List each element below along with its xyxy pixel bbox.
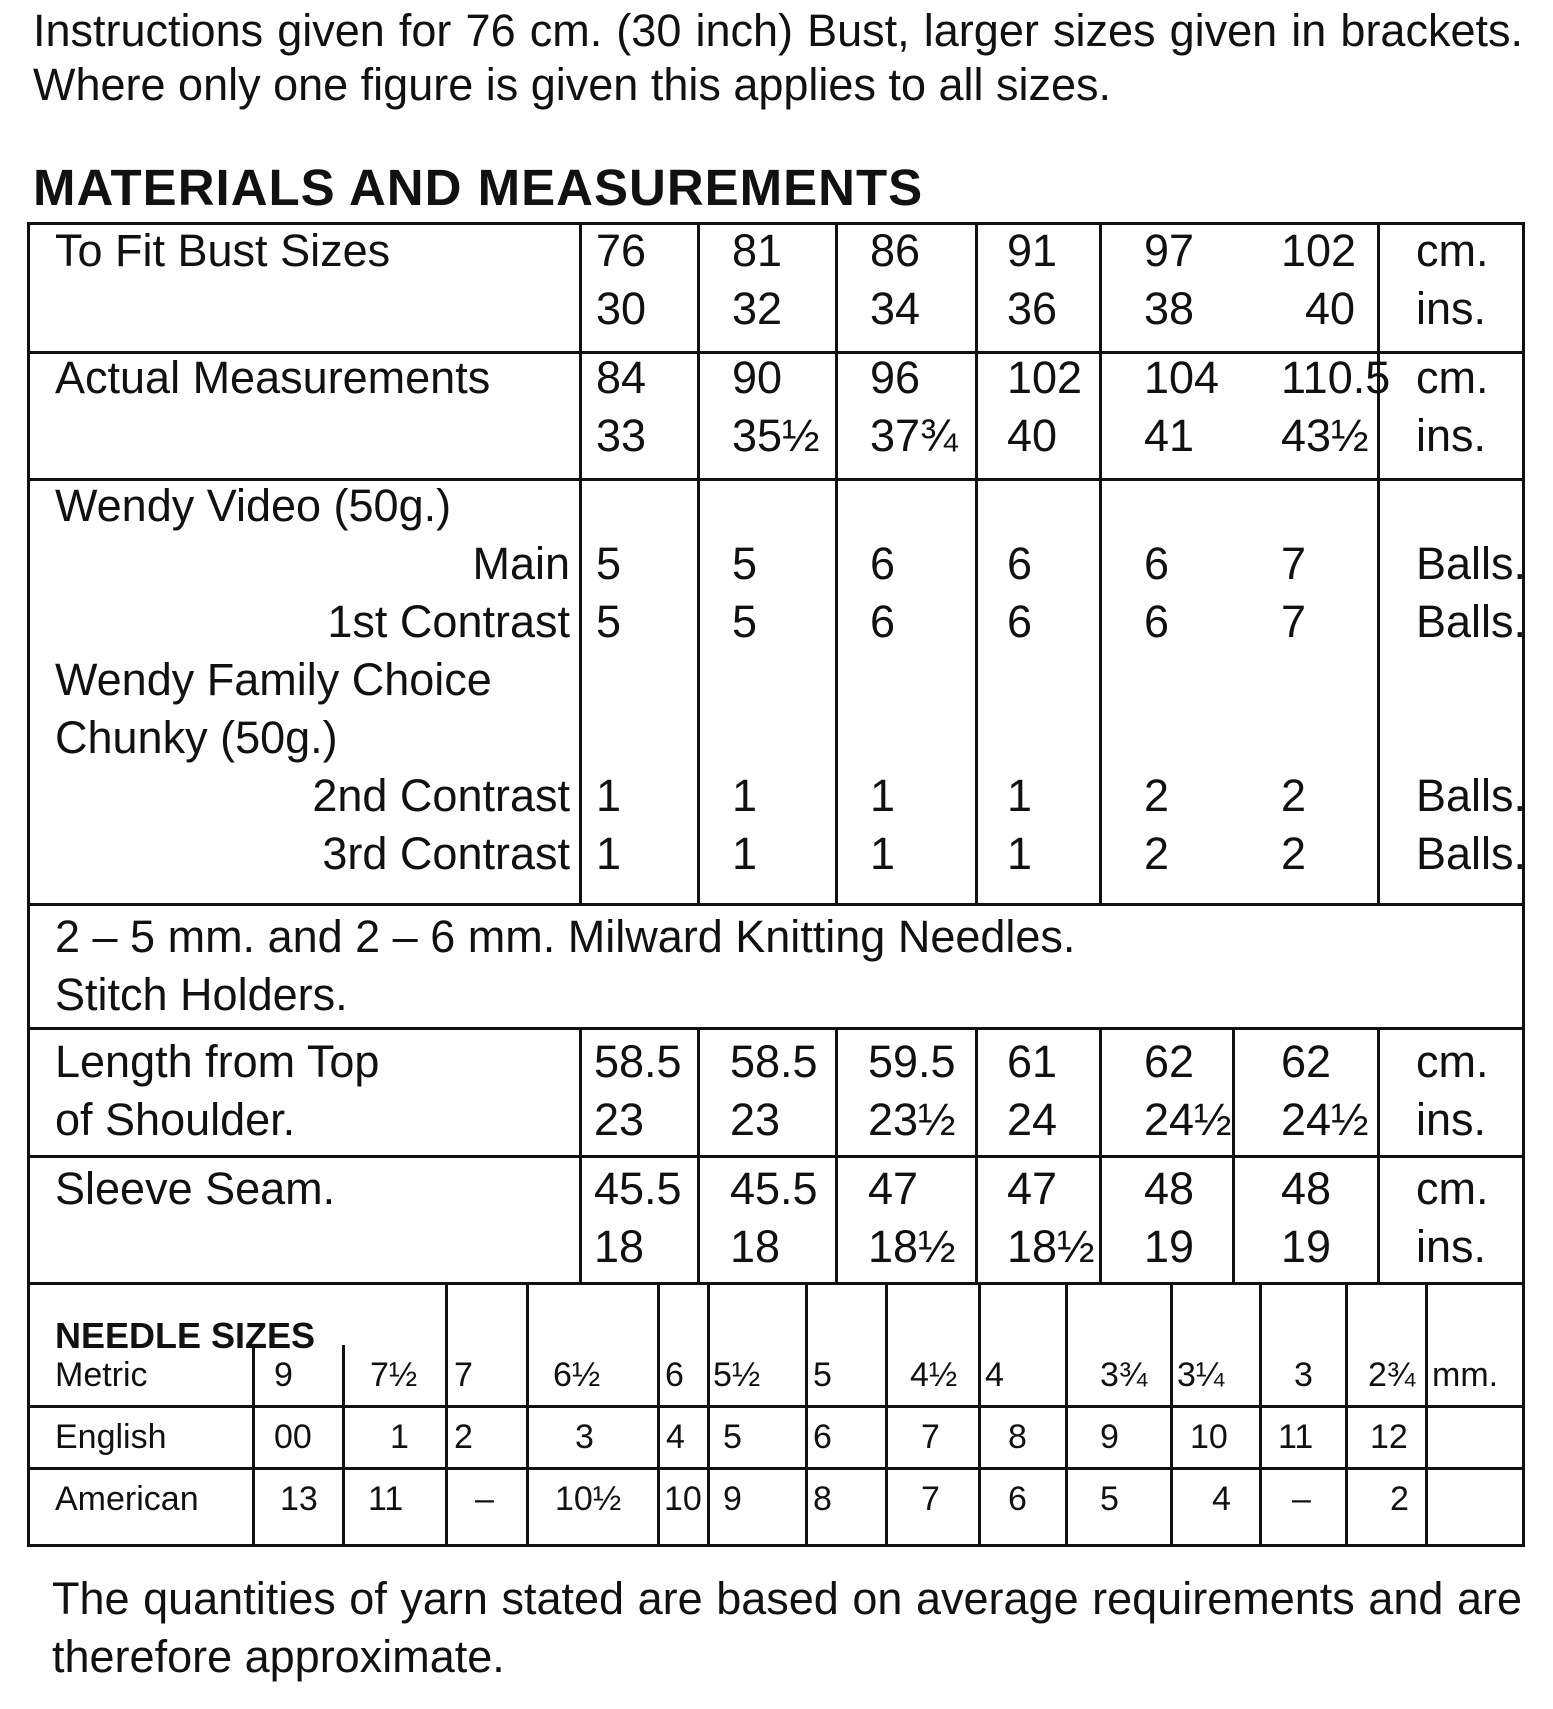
- row-divider: [30, 903, 1522, 906]
- american-value: 2: [1390, 1480, 1409, 1518]
- yarn-c3-2: 1: [732, 828, 758, 879]
- metric-unit: mm.: [1432, 1356, 1499, 1394]
- metric-value: 4½: [910, 1356, 958, 1394]
- english-value: 5: [723, 1418, 742, 1456]
- english-value: 9: [1100, 1418, 1119, 1456]
- english-value: 4: [666, 1418, 685, 1456]
- metric-value: 5: [813, 1356, 832, 1394]
- english-value: 3: [575, 1418, 594, 1456]
- row-divider: [30, 1027, 1522, 1030]
- yarn-c2-5: 2: [1144, 770, 1170, 821]
- sleeve-unit-ins: ins.: [1416, 1221, 1487, 1272]
- english-value: 2: [454, 1418, 473, 1456]
- sleeve-cm-2: 45.5: [730, 1163, 818, 1214]
- yarn-main-4: 6: [1007, 538, 1033, 589]
- english-value: 6: [813, 1418, 832, 1456]
- actual-cm-3: 96: [870, 352, 921, 403]
- sleeve-ins-6: 19: [1281, 1221, 1332, 1272]
- actual-cm-2: 90: [732, 352, 783, 403]
- english-label: English: [55, 1418, 167, 1456]
- col-divider: [579, 225, 582, 903]
- needle-col-divider: [1259, 1282, 1262, 1544]
- needles-line-1: 2 – 5 mm. and 2 – 6 mm. Milward Knitting Needles.: [55, 911, 1076, 962]
- length-unit-cm: cm.: [1416, 1036, 1489, 1087]
- length-cm-4: 61: [1007, 1036, 1058, 1087]
- yarn-c3-3: 1: [870, 828, 896, 879]
- yarn-c3-1: 1: [596, 828, 622, 879]
- american-value: 6: [1008, 1480, 1027, 1518]
- length-label-1: Length from Top: [55, 1036, 380, 1087]
- length-ins-6: 24½: [1281, 1094, 1369, 1145]
- yarn-c1-2: 5: [732, 596, 758, 647]
- american-value: 4: [1212, 1480, 1231, 1518]
- sleeve-label: Sleeve Seam.: [55, 1163, 336, 1214]
- metric-value: 3¼: [1177, 1356, 1225, 1394]
- bust-unit-cm: cm.: [1416, 225, 1489, 276]
- section-heading: MATERIALS AND MEASUREMENTS: [33, 159, 924, 216]
- yarn-c2-2: 1: [732, 770, 758, 821]
- english-value: 12: [1370, 1418, 1408, 1456]
- row-divider: [30, 1155, 1522, 1158]
- needle-col-divider: [707, 1282, 710, 1544]
- yarn-c2-1: 1: [596, 770, 622, 821]
- american-value: –: [1292, 1480, 1311, 1518]
- bust-cm-4: 91: [1007, 225, 1058, 276]
- yarn-c3-4: 1: [1007, 828, 1033, 879]
- yarn-chunky-label-1: Wendy Family Choice: [55, 654, 492, 705]
- sleeve-cm-4: 47: [1007, 1163, 1058, 1214]
- metric-value: 9: [274, 1356, 293, 1394]
- needles-line-2: Stitch Holders.: [55, 969, 348, 1020]
- needle-col-divider: [1065, 1282, 1068, 1544]
- metric-value: 5½: [713, 1356, 761, 1394]
- metric-value: 3: [1294, 1356, 1313, 1394]
- yarn-chunky-label-2: Chunky (50g.): [55, 712, 338, 763]
- yarn-c2-3: 1: [870, 770, 896, 821]
- actual-unit-cm: cm.: [1416, 352, 1489, 403]
- col-divider: [1099, 225, 1102, 903]
- sleeve-cm-5: 48: [1144, 1163, 1195, 1214]
- american-value: 10½: [555, 1480, 622, 1518]
- american-value: –: [475, 1480, 494, 1518]
- footer-note: The quantities of yarn stated are based on average requirements and are therefore approximate.: [52, 1573, 1522, 1682]
- sleeve-ins-4: 18½: [1007, 1221, 1095, 1272]
- actual-cm-4: 102: [1007, 352, 1083, 403]
- col-divider: [975, 225, 978, 903]
- bust-unit-ins: ins.: [1416, 283, 1487, 334]
- col-divider: [835, 1027, 838, 1282]
- yarn-c2-unit: Balls.: [1416, 770, 1527, 821]
- yarn-main-3: 6: [870, 538, 896, 589]
- sleeve-ins-5: 19: [1144, 1221, 1195, 1272]
- length-label-2: of Shoulder.: [55, 1094, 296, 1145]
- materials-table: [27, 222, 1525, 1547]
- bust-ins-6: 40: [1305, 283, 1356, 334]
- length-ins-2: 23: [730, 1094, 781, 1145]
- bust-cm-1: 76: [596, 225, 647, 276]
- yarn-c2-label: 2nd Contrast: [312, 770, 570, 821]
- actual-ins-5: 41: [1144, 410, 1195, 461]
- col-divider: [579, 1027, 582, 1282]
- col-divider: [697, 1027, 700, 1282]
- yarn-c1-4: 6: [1007, 596, 1033, 647]
- yarn-video-label: Wendy Video (50g.): [55, 480, 452, 531]
- length-unit-ins: ins.: [1416, 1094, 1487, 1145]
- bust-ins-3: 34: [870, 283, 921, 334]
- length-ins-4: 24: [1007, 1094, 1058, 1145]
- needle-col-divider: [978, 1282, 981, 1544]
- yarn-c1-unit: Balls.: [1416, 596, 1527, 647]
- metric-value: 2¾: [1368, 1356, 1416, 1394]
- english-value: 10: [1190, 1418, 1228, 1456]
- yarn-c1-1: 5: [596, 596, 622, 647]
- yarn-c3-unit: Balls.: [1416, 828, 1527, 879]
- metric-value: 7½: [370, 1356, 418, 1394]
- yarn-main-2: 5: [732, 538, 758, 589]
- col-divider: [697, 225, 700, 903]
- col-divider: [975, 1027, 978, 1282]
- sleeve-unit-cm: cm.: [1416, 1163, 1489, 1214]
- length-ins-1: 23: [594, 1094, 645, 1145]
- sleeve-cm-6: 48: [1281, 1163, 1332, 1214]
- row-divider: [30, 1282, 1522, 1285]
- actual-ins-2: 35½: [732, 410, 820, 461]
- american-value: 9: [723, 1480, 742, 1518]
- sleeve-cm-1: 45.5: [594, 1163, 682, 1214]
- english-value: 00: [274, 1418, 312, 1456]
- yarn-c3-5: 2: [1144, 828, 1170, 879]
- bust-ins-2: 32: [732, 283, 783, 334]
- yarn-c3-label: 3rd Contrast: [322, 828, 570, 879]
- yarn-c3-6: 2: [1281, 828, 1307, 879]
- american-value: 10: [664, 1480, 702, 1518]
- actual-cm-5: 104: [1144, 352, 1220, 403]
- american-value: 5: [1100, 1480, 1119, 1518]
- bust-cm-5: 97: [1144, 225, 1195, 276]
- american-label: American: [55, 1480, 199, 1518]
- yarn-main-6: 7: [1281, 538, 1307, 589]
- length-cm-5: 62: [1144, 1036, 1195, 1087]
- metric-value: 4: [985, 1356, 1004, 1394]
- col-divider: [1377, 1027, 1380, 1282]
- actual-unit-ins: ins.: [1416, 410, 1487, 461]
- bust-cm-6: 102: [1281, 225, 1357, 276]
- length-ins-5: 24½: [1144, 1094, 1232, 1145]
- english-value: 1: [390, 1418, 409, 1456]
- needle-col-divider: [1170, 1282, 1173, 1544]
- metric-value: 6: [665, 1356, 684, 1394]
- bust-ins-1: 30: [596, 283, 647, 334]
- sleeve-cm-3: 47: [868, 1163, 919, 1214]
- sleeve-ins-2: 18: [730, 1221, 781, 1272]
- metric-label: Metric: [55, 1356, 148, 1394]
- yarn-c1-5: 6: [1144, 596, 1170, 647]
- yarn-c2-4: 1: [1007, 770, 1033, 821]
- yarn-main-1: 5: [596, 538, 622, 589]
- metric-value: 3¾: [1100, 1356, 1148, 1394]
- sleeve-ins-3: 18½: [868, 1221, 956, 1272]
- needle-col-divider: [252, 1345, 255, 1544]
- english-value: 8: [1008, 1418, 1027, 1456]
- actual-ins-1: 33: [596, 410, 647, 461]
- actual-cm-6: 110.5: [1281, 352, 1391, 403]
- col-divider: [1377, 225, 1380, 903]
- needle-col-divider: [885, 1282, 888, 1544]
- actual-ins-6: 43½: [1281, 410, 1369, 461]
- bust-ins-5: 38: [1144, 283, 1195, 334]
- actual-cm-1: 84: [596, 352, 647, 403]
- needle-sizes-heading: NEEDLE SIZES: [55, 1315, 316, 1356]
- actual-ins-3: 37¾: [870, 410, 958, 461]
- bust-cm-3: 86: [870, 225, 921, 276]
- yarn-main-5: 6: [1144, 538, 1170, 589]
- sleeve-ins-1: 18: [594, 1221, 645, 1272]
- bust-cm-2: 81: [732, 225, 783, 276]
- american-value: 7: [921, 1480, 940, 1518]
- needle-col-divider: [1425, 1282, 1428, 1544]
- needle-col-divider: [526, 1282, 529, 1544]
- needle-col-divider: [342, 1345, 345, 1544]
- english-value: 7: [921, 1418, 940, 1456]
- bust-label: To Fit Bust Sizes: [55, 225, 391, 276]
- length-cm-3: 59.5: [868, 1036, 956, 1087]
- metric-value: 7: [454, 1356, 473, 1394]
- needle-col-divider: [805, 1282, 808, 1544]
- actual-label: Actual Measurements: [55, 352, 491, 403]
- length-cm-6: 62: [1281, 1036, 1332, 1087]
- length-cm-1: 58.5: [594, 1036, 682, 1087]
- yarn-c2-6: 2: [1281, 770, 1307, 821]
- yarn-c1-6: 7: [1281, 596, 1307, 647]
- length-cm-2: 58.5: [730, 1036, 818, 1087]
- yarn-c1-label: 1st Contrast: [327, 596, 570, 647]
- english-value: 11: [1278, 1418, 1314, 1456]
- american-value: 11: [368, 1480, 404, 1518]
- yarn-c1-3: 6: [870, 596, 896, 647]
- american-value: 13: [280, 1480, 318, 1518]
- yarn-main-label: Main: [472, 538, 570, 589]
- bust-ins-4: 36: [1007, 283, 1058, 334]
- yarn-main-unit: Balls.: [1416, 538, 1527, 589]
- needle-col-divider: [657, 1282, 660, 1544]
- col-divider: [1099, 1027, 1102, 1282]
- intro-text: Instructions given for 76 cm. (30 inch) Bust, larger sizes given in brackets. Where only one figure is given this applies to all sizes.: [33, 5, 1523, 110]
- needle-col-divider: [1345, 1282, 1348, 1544]
- metric-value: 6½: [553, 1356, 601, 1394]
- needle-col-divider: [445, 1282, 448, 1544]
- length-ins-3: 23½: [868, 1094, 956, 1145]
- actual-ins-4: 40: [1007, 410, 1058, 461]
- col-divider: [1232, 1027, 1235, 1282]
- col-divider: [835, 225, 838, 903]
- american-value: 8: [813, 1480, 832, 1518]
